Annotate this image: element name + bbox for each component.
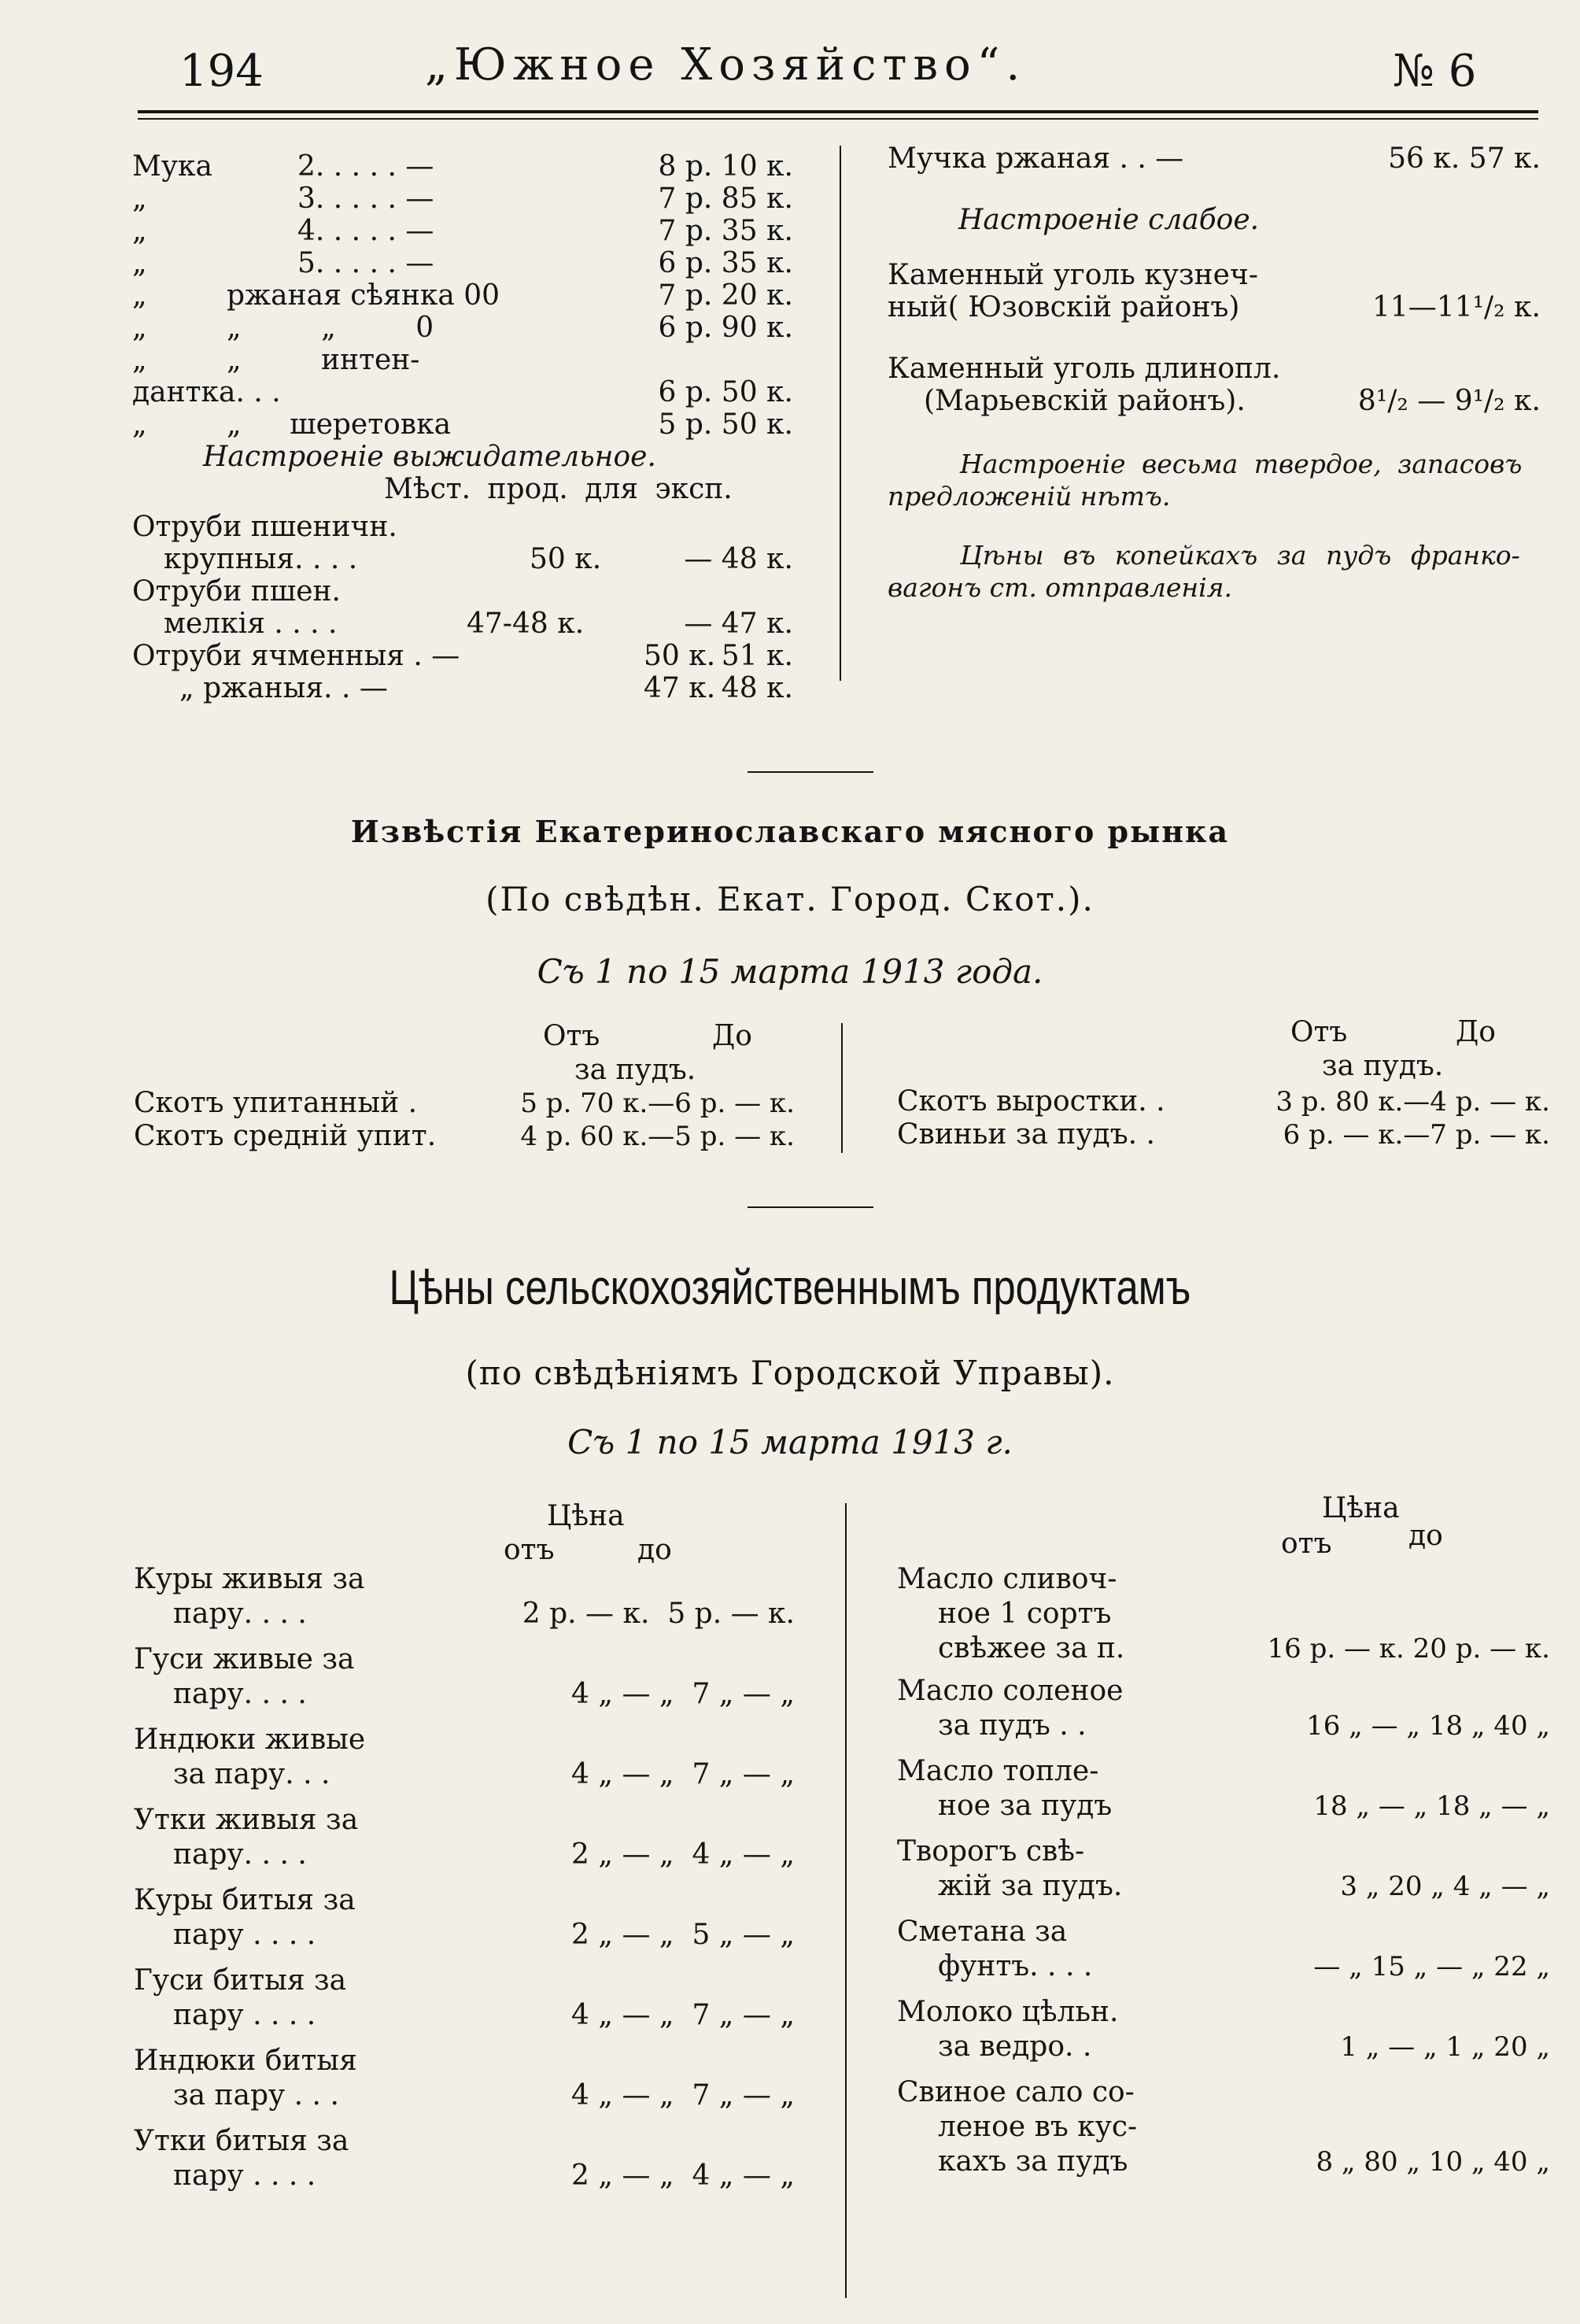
- price-note: вагонъ ст. отправленія.: [888, 572, 1232, 603]
- list-item: Утки битыя за пару . . . . 2 „ — „ 4 „ — „: [134, 2125, 795, 2192]
- issue-number: № 6: [1393, 46, 1477, 97]
- prices-section-title: Цѣны сельскохозяйственнымъ продуктамъ: [389, 1261, 1191, 1315]
- list-item: Свиное сало со- леное въ кус- кахъ за пудъ 8 „ 80 „ 10 „ 40 „: [897, 2076, 1550, 2178]
- meat-section-subtitle: (По свѣдѣн. Екат. Город. Скот.).: [485, 880, 1095, 918]
- list-item: Отруби пшен.: [132, 575, 341, 608]
- header-rule-bottom: [138, 118, 1538, 120]
- list-item: Масло соленое за пудъ . . 16 „ — „ 18 „ 40 „: [897, 1675, 1550, 1742]
- list-item: „ 5. . . . . — 6 р. 35 к.: [132, 247, 793, 279]
- col-unit: за пудъ.: [574, 1054, 696, 1086]
- coal-label: Каменный уголь кузнеч-: [888, 259, 1258, 291]
- section-divider: [748, 1206, 873, 1208]
- prices-right-list: [897, 1562, 1550, 2187]
- flour-price-list: [132, 150, 793, 704]
- meat-table-left: [134, 1086, 795, 1152]
- table-row: Скотъ выростки. . 3 р. 80 к.—4 р. — к.: [897, 1085, 1550, 1118]
- list-item: ный( Юзовскій районъ) 11—11¹/₂ к.: [888, 291, 1541, 323]
- column-divider: [840, 146, 841, 681]
- list-item: „ ржаная сѣянка 00 7 р. 20 к.: [132, 279, 793, 312]
- meat-section-period: Съ 1 по 15 марта 1913 года.: [537, 952, 1043, 991]
- prices-section-period: Съ 1 по 15 марта 1913 г.: [567, 1423, 1013, 1461]
- column-divider: [845, 1503, 847, 2298]
- list-item: Утки живыя за пару. . . . 2 „ — „ 4 „ — „: [134, 1804, 795, 1871]
- list-item: „ „ „ 0 6 р. 90 к.: [132, 312, 793, 344]
- list-item: „ 4. . . . . — 7 р. 35 к.: [132, 215, 793, 247]
- col-unit: за пудъ.: [1322, 1050, 1444, 1082]
- meat-section-title: Извѣстія Екатеринославскаго мясного рынка: [350, 814, 1230, 849]
- list-item: „ „ интен-: [132, 344, 420, 376]
- page-number: 194: [179, 46, 264, 97]
- col-price: Цѣна: [1322, 1492, 1400, 1524]
- right-grain-column: [888, 142, 1541, 603]
- section-divider: [748, 771, 873, 773]
- list-item: Мучка ржаная . . — 56 к. 57 к.: [888, 142, 1541, 175]
- market-mood: Настроеніе весьма твердое, запасовъ: [960, 449, 1523, 479]
- table-row: Свиньи за пудъ. . 6 р. — к.—7 р. — к.: [897, 1118, 1550, 1151]
- col-from: отъ: [504, 1534, 555, 1566]
- list-item: Молоко цѣльн. за ведро. . 1 „ — „ 1 „ 20 „: [897, 1996, 1550, 2063]
- col-from: отъ: [1281, 1528, 1332, 1560]
- col-from: Отъ: [543, 1020, 600, 1052]
- header-rule-top: [138, 110, 1538, 113]
- market-mood: предложеній нѣтъ.: [888, 481, 1171, 512]
- market-mood: Настроеніе выжидательное.: [203, 441, 656, 473]
- list-item: Гуси битыя за пару . . . . 4 „ — „ 7 „ — „: [134, 1964, 795, 2031]
- list-item: дантка. . . 6 р. 50 к.: [132, 376, 793, 408]
- meat-table-right: [897, 1084, 1550, 1151]
- list-item: Куры битыя за пару . . . . 2 „ — „ 5 „ — „: [134, 1884, 795, 1951]
- price-note: Цѣны въ копейкахъ за пудъ франко-: [960, 540, 1520, 571]
- col-to: до: [637, 1534, 672, 1566]
- list-item: крупныя. . . . 50 к. — 48 к.: [164, 543, 793, 575]
- list-item: Куры живыя за пару. . . . 2 р. — к. 5 р. — к.: [134, 1563, 795, 1630]
- table-row: Скотъ средній упит. 4 р. 60 к.—5 р. — к.: [134, 1120, 795, 1152]
- list-item: Творогъ свѣ- жій за пудъ. 3 „ 20 „ 4 „ — „: [897, 1835, 1550, 1902]
- list-item: мелкія . . . . 47-48 к. — 47 к.: [164, 608, 793, 640]
- list-item: Масло сливоч- ное 1 сортъ свѣжее за п. 16 р. — к. 20 р. — к.: [897, 1563, 1550, 1664]
- col-price: Цѣна: [547, 1500, 625, 1532]
- list-item: Индюки живые за пару. . . 4 „ — „ 7 „ — „: [134, 1724, 795, 1790]
- list-item: Индюки битыя за пару . . . 4 „ — „ 7 „ — „: [134, 2045, 795, 2112]
- prices-section-subtitle: (по свѣдѣніямъ Городской Управы).: [465, 1354, 1115, 1392]
- table-row: Скотъ упитанный . 5 р. 70 к.—6 р. — к.: [134, 1087, 795, 1119]
- market-mood: Настроеніе слабое.: [958, 204, 1260, 236]
- list-item: (Марьевскій районъ). 8¹/₂ — 9¹/₂ к.: [924, 385, 1541, 417]
- list-item: Сметана за фунтъ. . . . — „ 15 „ — „ 22 „: [897, 1916, 1550, 1982]
- list-item: „ ржаныя. . — 47 к. 48 к.: [179, 672, 793, 704]
- col-to: До: [712, 1020, 752, 1052]
- column-divider: [841, 1023, 843, 1153]
- col-to: до: [1408, 1520, 1443, 1552]
- bran-column-header: Мѣст. прод. для эксп.: [384, 473, 733, 505]
- list-item: Отруби ячменныя . — 50 к. 51 к.: [132, 640, 793, 672]
- list-item: Мука 2. . . . . — 8 р. 10 к.: [132, 150, 793, 183]
- coal-label: Каменный уголь длинопл.: [888, 353, 1281, 385]
- prices-left-list: [134, 1562, 795, 2204]
- list-item: Масло топле- ное за пудъ 18 „ — „ 18 „ — „: [897, 1755, 1550, 1822]
- col-to: До: [1456, 1016, 1496, 1048]
- col-from: Отъ: [1290, 1016, 1348, 1048]
- journal-title: „Южное Хозяйство“.: [425, 39, 1027, 91]
- list-item: Гуси живые за пару. . . . 4 „ — „ 7 „ — „: [134, 1643, 795, 1710]
- list-item: Отруби пшеничн.: [132, 511, 397, 543]
- list-item: „ „ шеретовка 5 р. 50 к.: [132, 408, 793, 441]
- list-item: „ 3. . . . . — 7 р. 85 к.: [132, 183, 793, 215]
